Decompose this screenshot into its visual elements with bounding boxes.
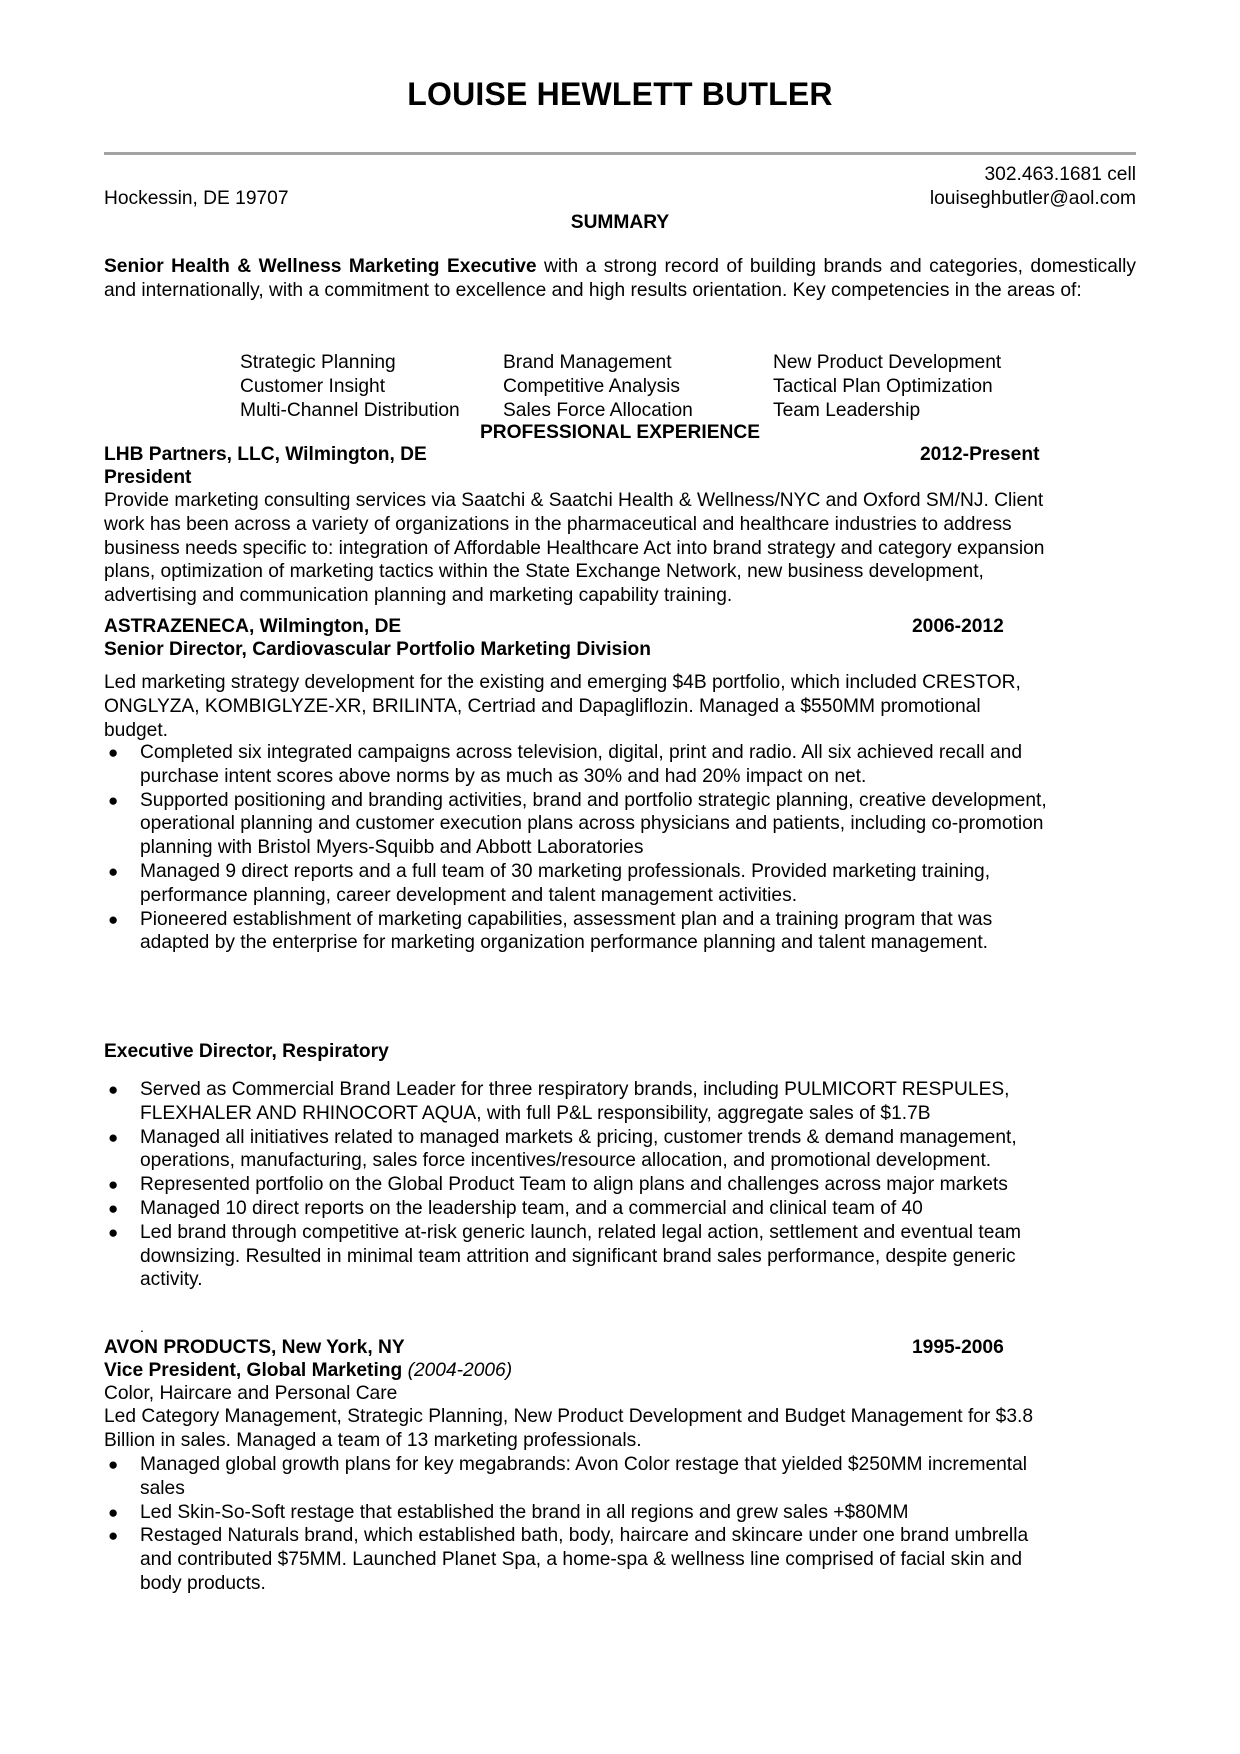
text-line: and contributed $75MM. Launched Planet Spa, a home-spa & wellness line comprised of facial skin and <box>140 1549 1023 1571</box>
bullet-icon: ● <box>108 743 119 762</box>
competency: Team Leadership <box>773 400 921 421</box>
text-line: Provide marketing consulting services via Saatchi & Saatchi Health & Wellness/NYC and Oxford SM/NJ. Client <box>104 490 1044 511</box>
competency: Strategic Planning <box>240 352 396 373</box>
text-line: planning with Bristol Myers-Squibb and Abbott Laboratories <box>140 837 644 859</box>
competency: Sales Force Allocation <box>503 400 693 421</box>
bullet-icon: ● <box>108 1198 119 1218</box>
text-line: operational planning and customer execution plans across physicians and patients, including co-promotion <box>140 813 1044 835</box>
list-item <box>104 1524 1124 1595</box>
summary-paragraph <box>104 255 1136 303</box>
text-line: downsizing. Resulted in minimal team attrition and significant brand sales performance, despite generic <box>140 1245 1016 1267</box>
avon-description <box>104 1405 1136 1453</box>
lhb-title: President <box>104 467 192 488</box>
competency: Multi-Channel Distribution <box>240 400 460 421</box>
avon-achievements <box>104 1453 1124 1596</box>
list-item <box>104 1078 1124 1126</box>
text-line: Led brand through competitive at-risk generic launch, related legal action, settlement and eventual team <box>140 1221 1022 1243</box>
text-line: Served as Commercial Brand Leader for three respiratory brands, including PULMICORT RESPULES, <box>140 1079 1010 1100</box>
experience-heading: PROFESSIONAL EXPERIENCE <box>479 422 761 443</box>
avon-company <box>104 1336 405 1360</box>
text-line: advertising and communication planning and marketing capability training. <box>104 585 733 607</box>
astrazeneca-title: Senior Director, Cardiovascular Portfolio Marketing Division <box>104 639 651 660</box>
list-item <box>104 1197 1124 1221</box>
list-item <box>104 789 1124 860</box>
list-item <box>104 1501 1124 1525</box>
competency-row <box>240 351 1001 375</box>
phone-number: 302.463.1681 cell <box>984 164 1136 185</box>
text-line: Represented portfolio on the Global Product Team to align plans and challenges across major markets <box>140 1174 1008 1196</box>
bullet-icon: ● <box>108 861 119 881</box>
list-item <box>104 1221 1124 1292</box>
text-line: ONGLYZA, KOMBIGLYZE-XR, BRILINTA, Certriad and Dapagliflozin. Managed a $550MM promotional <box>104 695 981 717</box>
avon-title: Vice President, Global Marketing <box>104 1360 403 1381</box>
bullet-icon: ● <box>108 790 119 810</box>
text-line: Supported positioning and branding activities, brand and portfolio strategic planning, creative development, <box>140 789 1047 811</box>
text-line: Led marketing strategy development for the existing and emerging $4B portfolio, which included CRESTOR, <box>104 672 1021 693</box>
bullet-icon: ● <box>108 909 119 929</box>
text-line: performance planning, career development and talent management activities. <box>140 884 798 906</box>
stray-mark: . <box>140 1319 144 1335</box>
summary-text: with a strong record of building brands and categories, domestically and internationally, with a commitment to excellence and high results orientation. Key competencies in the areas of: <box>104 256 1136 301</box>
text-line: Billion in sales. Managed a team of 13 marketing professionals. <box>104 1429 642 1451</box>
text-line: business needs specific to: integration of Affordable Healthcare Act into brand strategy and category expansion <box>104 537 1045 559</box>
astrazeneca-company: ASTRAZENECA, Wilmington, DE <box>104 616 402 637</box>
text-line: Managed all initiatives related to managed markets & pricing, customer trends & demand management, <box>140 1126 1017 1148</box>
list-item <box>104 908 1124 956</box>
lhb-description <box>104 489 1136 608</box>
competency: New Product Development <box>773 352 1002 373</box>
text-line: FLEXHALER AND RHINOCORT AQUA, with full P&L responsibility, aggregate sales of $1.7B <box>140 1102 931 1124</box>
text-line: Managed global growth plans for key megabrands: Avon Color restage that yielded $250MM incremental <box>140 1454 1028 1475</box>
astrazeneca-achievements <box>104 741 1124 955</box>
bullet-icon: ● <box>108 1526 119 1546</box>
bullet-icon: ● <box>108 1502 119 1522</box>
summary-heading: SUMMARY <box>570 212 670 233</box>
bullet-icon: ● <box>108 1080 119 1099</box>
avon-title-line <box>104 1359 512 1383</box>
list-item <box>104 1126 1124 1174</box>
text-line: Completed six integrated campaigns across television, digital, print and radio. All six achieved recall and <box>140 742 1023 763</box>
text-line: budget. <box>104 719 169 741</box>
respiratory-title: Executive Director, Respiratory <box>104 1041 389 1062</box>
competency-row <box>240 375 1001 399</box>
candidate-name: LOUISE HEWLETT BUTLER <box>407 76 833 112</box>
list-item <box>104 741 1124 789</box>
header-divider <box>104 152 1136 155</box>
list-item <box>104 860 1124 908</box>
lhb-company: LHB Partners, LLC, Wilmington, DE <box>104 444 427 465</box>
bullet-icon: ● <box>108 1127 119 1147</box>
text-line: adapted by the enterprise for marketing organization performance planning and talent management. <box>140 932 988 954</box>
avon-company-location: , New York, NY <box>271 1337 405 1358</box>
list-item <box>104 1173 1124 1197</box>
competency-row <box>240 399 1001 423</box>
text-line: Led Category Management, Strategic Planning, New Product Development and Budget Management for $3.8 <box>104 1406 1034 1427</box>
text-line: plans, optimization of marketing tactics within the State Exchange Network, new business development, <box>104 561 984 583</box>
email-address: louiseghbutler@aol.com <box>929 188 1136 209</box>
lhb-dates: 2012-Present <box>920 444 1040 465</box>
astrazeneca-dates: 2006-2012 <box>912 616 1004 637</box>
text-line: sales <box>140 1477 185 1499</box>
bullet-icon: ● <box>108 1222 119 1242</box>
text-line: Led Skin-So-Soft restage that established the brand in all regions and grew sales +$80MM <box>140 1501 909 1523</box>
avon-title-dates: (2004-2006) <box>407 1360 513 1381</box>
list-item <box>104 1453 1124 1501</box>
avon-subtitle: Color, Haircare and Personal Care <box>104 1383 398 1404</box>
text-line: body products. <box>140 1572 266 1594</box>
respiratory-achievements <box>104 1078 1124 1292</box>
competency: Customer Insight <box>240 376 386 397</box>
competency: Brand Management <box>503 352 672 373</box>
text-line: activity. <box>140 1269 203 1291</box>
text-line: Pioneered establishment of marketing capabilities, assessment plan and a training program that was <box>140 908 993 930</box>
text-line: Managed 9 direct reports and a full team of 30 marketing professionals. Provided marketing training, <box>140 860 991 882</box>
bullet-icon: ● <box>108 1455 119 1474</box>
summary-lead: Senior Health & Wellness Marketing Executive <box>104 256 537 277</box>
text-line: Managed 10 direct reports on the leadership team, and a commercial and clinical team of 40 <box>140 1197 923 1219</box>
competency: Competitive Analysis <box>503 376 681 397</box>
competency: Tactical Plan Optimization <box>773 376 993 397</box>
avon-company-name: AVON PRODUCTS <box>104 1337 272 1358</box>
competencies-grid <box>240 351 1001 423</box>
avon-dates: 1995-2006 <box>912 1337 1004 1358</box>
location: Hockessin, DE 19707 <box>104 188 289 209</box>
bullet-icon: ● <box>108 1175 119 1195</box>
text-line: Restaged Naturals brand, which established bath, body, haircare and skincare under one brand umbrella <box>140 1525 1029 1547</box>
astrazeneca-description <box>104 671 1136 742</box>
text-line: operations, manufacturing, sales force incentives/resource allocation, and promotional development. <box>140 1150 992 1172</box>
text-line: purchase intent scores above norms by as much as 30% and had 20% impact on net. <box>140 765 867 787</box>
text-line: work has been across a variety of organizations in the pharmaceutical and healthcare industries to address <box>104 513 1012 535</box>
